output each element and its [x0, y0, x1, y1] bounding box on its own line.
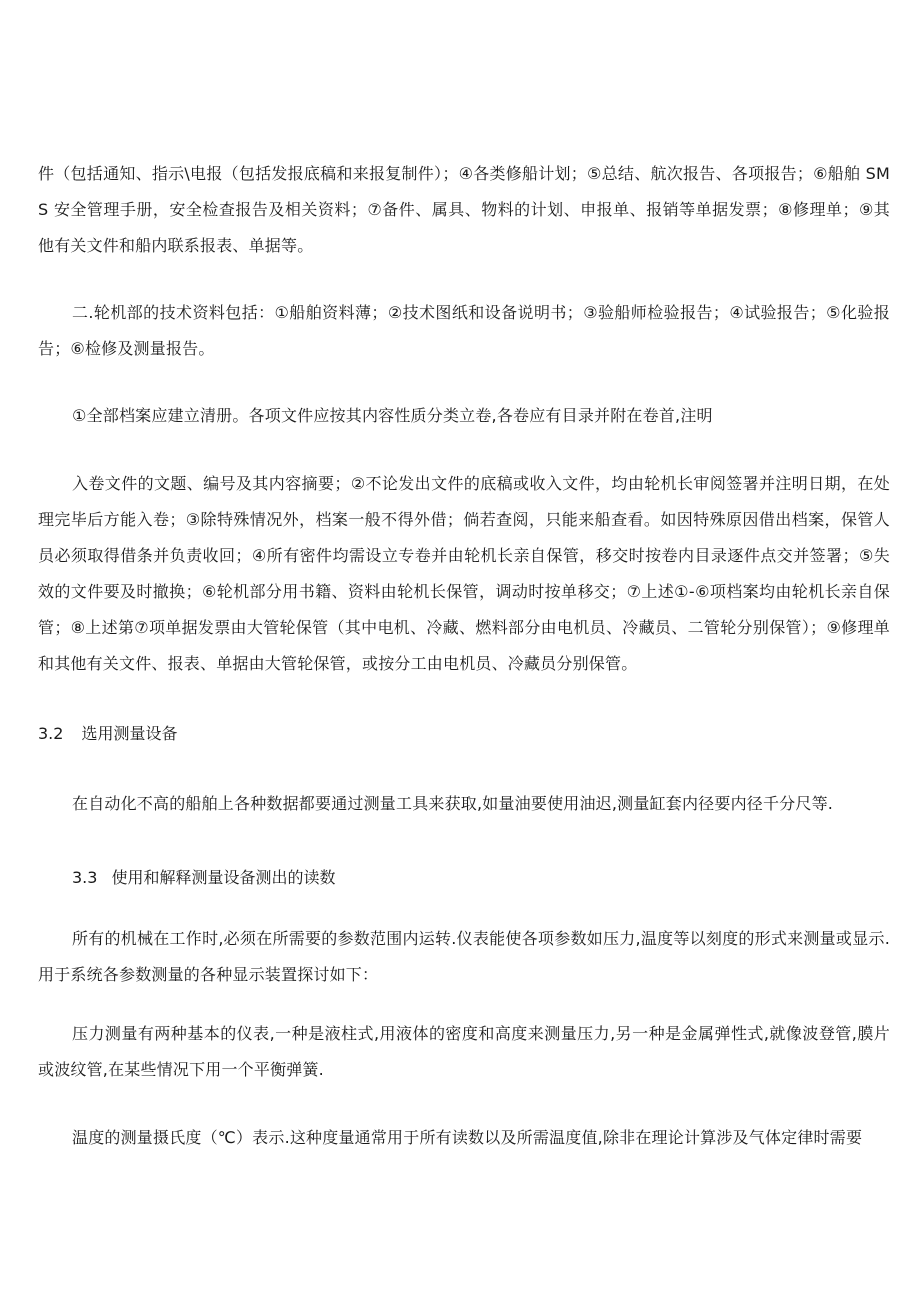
section-number: 3.3	[72, 868, 98, 887]
paragraph-archive-items: 件（包括通知、指示\电报（包括发报底稿和来报复制件）；④各类修船计划；⑤总结、航次报告、各项报告；⑥船舶 SMS 安全管理手册，安全检查报告及相关资料；⑦备件、属具、物料的计划、申报单、报销等单据发票；⑧修理单；⑨其他有关文件和船内联系报表、单据等。	[38, 164, 890, 255]
paragraph-temperature-measurement: 温度的测量摄氏度（℃）表示.这种度量通常用于所有读数以及所需温度值,除非在理论计算涉及气体定律时需要	[72, 1128, 863, 1147]
paragraph-pressure-measurement: 压力测量有两种基本的仪表,一种是液柱式,用液体的密度和高度来测量压力,另一种是金属弹性式,就像波登管,膜片或波纹管,在某些情况下用一个平衡弹簧.	[38, 1024, 890, 1079]
section-title: 使用和解释测量设备测出的读数	[111, 868, 336, 887]
paragraph-measuring-tools: 在自动化不高的船舶上各种数据都要通过测量工具来获取,如量油要使用油迟,测量缸套内径要内径千分尺等.	[72, 794, 834, 813]
section-heading-3-3	[72, 866, 335, 890]
paragraph-archive-rules: 入卷文件的文题、编号及其内容摘要；②不论发出文件的底稿或收入文件，均由轮机长审阅签署并注明日期，在处理完毕后方能入卷；③除特殊情况外，档案一般不得外借；倘若查阅，只能来船查看。如因特殊原因借出档案，保管人员必须取得借条并负责收回；④所有密件均需设立专卷并由轮机长亲自保管，移交时按卷内目录逐件点交并签署；⑤失效的文件要及时撤换；⑥轮机部分用书籍、资料由轮机长保管，调动时按单移交；⑦上述①-⑥项档案均由轮机长亲自保管；⑧上述第⑦项单据发票由大管轮保管（其中电机、冷藏、燃料部分由电机员、冷藏员、二管轮分别保管）；⑨修理单和其他有关文件、报表、单据由大管轮保管，或按分工由电机员、冷藏员分别保管。	[38, 474, 890, 673]
paragraph-machinery-parameters: 所有的机械在工作时,必须在所需要的参数范围内运转.仪表能使各项参数如压力,温度等以刻度的形式来测量或显示.用于系统各参数测量的各种显示装置探讨如下：	[38, 929, 890, 984]
section-title: 选用测量设备	[81, 724, 178, 743]
paragraph-archive-rules-intro: ①全部档案应建立清册。各项文件应按其内容性质分类立卷,各卷应有目录并附在卷首,注明	[72, 406, 713, 425]
section-number: 3.2	[38, 724, 64, 743]
paragraph-engine-technical-data: 二.轮机部的技术资料包括：①船舶资料薄；②技术图纸和设备说明书；③验船师检验报告；④试验报告；⑤化验报告；⑥检修及测量报告。	[38, 303, 890, 358]
section-heading-3-2	[38, 722, 177, 746]
